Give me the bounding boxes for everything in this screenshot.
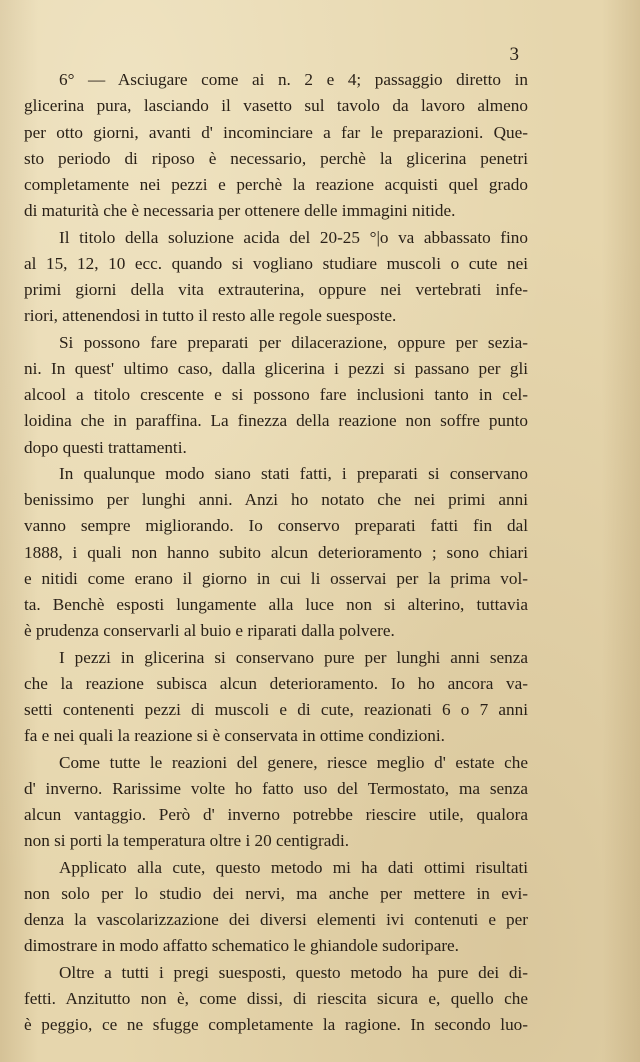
text-line: al 15, 12, 10 ecc. quando si vogliano studiare muscoli o cute nei: [24, 253, 528, 273]
text-line: fetti. Anzitutto non è, come dissi, di riescita sicura e, quello che: [24, 988, 528, 1008]
text-line: primi giorni della vita extrauterina, oppure nei vertebrati infe-: [24, 280, 528, 299]
page-number: 3: [509, 44, 519, 65]
text-line: d' inverno. Rarissime volte ho fatto uso del Termostato, ma senza: [24, 778, 528, 798]
text-line: non si porti la temperatura oltre i 20 centigradi.: [24, 831, 350, 851]
text-line: dopo questi trattamenti.: [24, 437, 187, 457]
text-line: benissimo per lunghi anni. Anzi ho notato che nei primi anni: [24, 490, 528, 509]
text-line: alcun vantaggio. Però d' inverno potrebbe riescire utile, qualora: [24, 805, 528, 824]
text-line: glicerina pura, lasciando il vasetto sul tavolo da lavoro almeno: [24, 96, 528, 116]
text-line: loidina che in paraffina. La finezza della reazione non soffre punto: [24, 411, 528, 431]
text-line: riori, attenendosi in tutto il resto alle regole suesposte.: [24, 306, 397, 326]
text-line: Si possono fare preparati per dilacerazione, oppure per sezia-: [59, 332, 528, 352]
text-line: 6° — Asciugare come ai n. 2 e 4; passaggio diretto in: [59, 70, 528, 89]
text-line: vanno sempre migliorando. Io conservo preparati fatti fin dal: [24, 516, 528, 536]
text-line: ta. Benchè esposti lungamente alla luce non si alterino, tuttavia: [24, 595, 528, 614]
text-line: è peggio, ce ne sfugge completamente la ragione. In secondo luo-: [24, 1015, 528, 1034]
text-line: dimostrare in modo affatto schematico le ghiandole sudoripare.: [24, 936, 459, 956]
body-text: [24, 67, 528, 1038]
text-line: 1888, i quali non hanno subito alcun deterioramento ; sono chiari: [24, 542, 528, 562]
text-line: che la reazione subisca alcun deterioramento. Io ho ancora va-: [24, 673, 528, 693]
text-line: completamente nei pezzi e perchè la reazione acquisti quel grado: [24, 175, 528, 194]
text-line: non solo per lo studio dei nervi, ma anche per mettere in evi-: [24, 883, 528, 903]
text-line: sto periodo di riposo è necessario, perchè la glicerina penetri: [24, 148, 528, 168]
text-line: fa e nei quali la reazione si è conservata in ottime condizioni.: [24, 726, 445, 746]
text-line: I pezzi in glicerina si conservano pure per lunghi anni senza: [59, 647, 528, 667]
text-line: e nitidi come erano il giorno in cui li osservai per la prima vol-: [24, 568, 528, 588]
text-line: denza la vascolarizzazione dei diversi elementi ivi contenuti e per: [24, 910, 528, 929]
text-line: Oltre a tutti i pregi suesposti, questo metodo ha pure dei di-: [59, 962, 528, 982]
text-line: per otto giorni, avanti d' incominciare a far le preparazioni. Que-: [24, 122, 528, 142]
text-line: In qualunque modo siano stati fatti, i preparati si conservano: [59, 463, 528, 483]
text-line: alcool a titolo crescente e si possono fare inclusioni tanto in cel-: [24, 385, 528, 404]
text-line: setti contenenti pezzi di muscoli e di cute, reazionati 6 o 7 anni: [24, 700, 528, 719]
text-line: è prudenza conservarli al buio e riparati dalla polvere.: [24, 621, 395, 641]
text-line: Il titolo della soluzione acida del 20-25 °|o va abbassato fino: [59, 227, 528, 247]
text-line: Come tutte le reazioni del genere, riesce meglio d' estate che: [59, 752, 528, 772]
text-line: Applicato alla cute, questo metodo mi ha dati ottimi risultati: [59, 857, 528, 877]
text-line: di maturità che è necessaria per ottenere delle immagini nitide.: [24, 201, 456, 221]
text-line: ni. In quest' ultimo caso, dalla glicerina i pezzi si passano per gli: [24, 358, 528, 378]
